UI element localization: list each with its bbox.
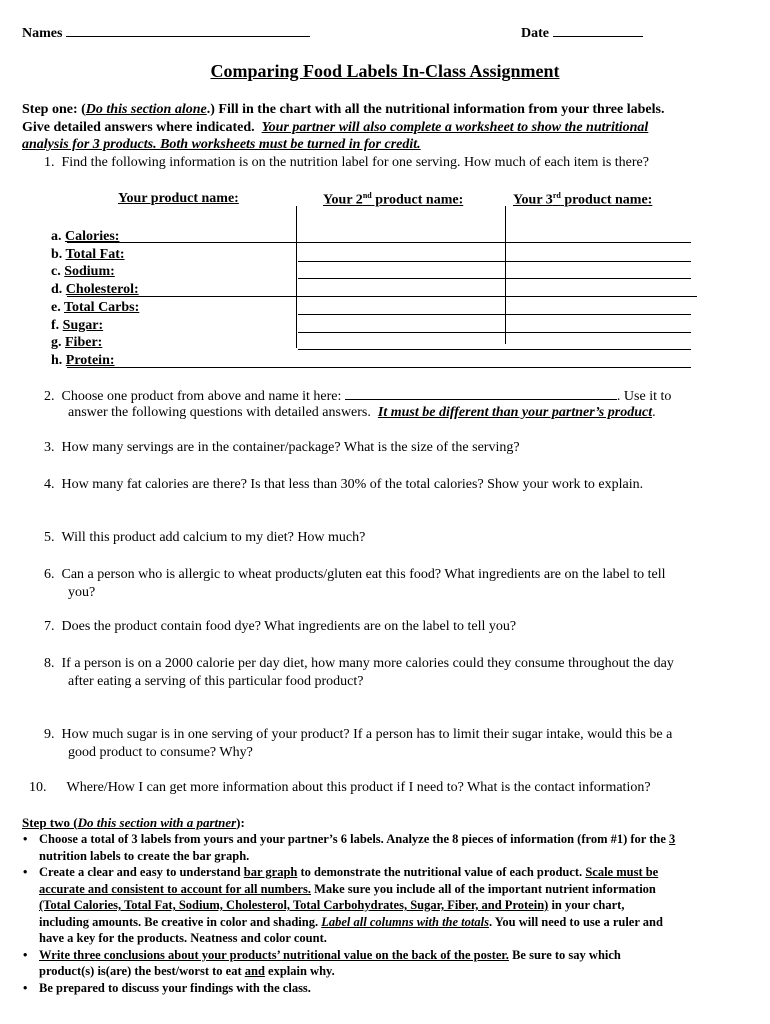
question-6: 6. Can a person who is allergic to wheat products/gluten eat this food? What ingredients are on the label to tell you? bbox=[44, 567, 666, 600]
table-row-line bbox=[67, 296, 697, 297]
question-4: 4. How many fat calories are there? Is that less than 30% of the total calories? Show your work to explain. bbox=[44, 477, 644, 492]
table-row-line bbox=[67, 242, 691, 243]
step-two-bullets bbox=[39, 831, 675, 996]
question-2-line2: answer the following questions with detailed answers. It must be different than your partner’s product. bbox=[68, 405, 656, 420]
date-field bbox=[521, 24, 643, 42]
question-1: 1. Find the following information is on the nutrition label for one serving. How much of each item is there? bbox=[44, 155, 649, 170]
table-row-line bbox=[298, 349, 691, 350]
nutrient-list bbox=[51, 228, 139, 370]
list-item: • Be prepared to discuss your findings with the class. bbox=[39, 980, 675, 997]
step-one-alone: Do this section alone bbox=[85, 102, 207, 117]
table-row: d. Cholesterol: bbox=[51, 282, 139, 298]
question-2: 2. Choose one product from above and name it here: . Use it to bbox=[44, 389, 672, 404]
table-row: e. Total Carbs: bbox=[51, 299, 140, 315]
table-row: h. Protein: bbox=[51, 352, 115, 368]
question-5: 5. Will this product add calcium to my diet? How much? bbox=[44, 530, 366, 545]
table-row: a. Calories: bbox=[51, 229, 120, 244]
names-field bbox=[22, 24, 310, 42]
list-item: • Create a clear and easy to understand bar graph to demonstrate the nutritional value of each product. Scale must be accurate and consistent to account for all numbers. Make sure you include all of the important nutrient information (Total Calories, Total Fat, Sodium, Cholesterol, Total Carbohydrates, Sugar, Fiber, and Protein) in your chart, including amounts. Be creative in color and shading. Label all columns with the totals. You will need to use a ruler and have a key for the products. Neatness and color count. bbox=[39, 864, 675, 947]
table-row: b. Total Fat: bbox=[51, 246, 125, 262]
table-row: g. Fiber: bbox=[51, 335, 103, 351]
page-title: Comparing Food Labels In-Class Assignment bbox=[210, 61, 560, 81]
list-item: • Choose a total of 3 labels from yours and your partner’s 6 labels. Analyze the 8 pieces of information (from #1) for the 3 nutrition labels to create the bar graph. bbox=[39, 831, 675, 864]
step-one-line2: Give detailed answers where indicated. Your partner will also complete a worksheet to show the nutritional bbox=[22, 120, 649, 135]
question-8: 8. If a person is on a 2000 calorie per day diet, how many more calories could they consume throughout the day after eating a serving of this particular food product? bbox=[44, 656, 674, 689]
table-header-product-2: Your 2nd product name: bbox=[323, 191, 464, 208]
table-divider-2 bbox=[505, 206, 506, 344]
table-row-line bbox=[298, 332, 691, 333]
date-input-line[interactable] bbox=[553, 24, 643, 37]
step-one-line3: analysis for 3 products. Both worksheets must be turned in for credit. bbox=[22, 137, 421, 152]
table-row-line bbox=[298, 278, 691, 279]
table-row: f. Sugar: bbox=[51, 317, 104, 333]
table-row-line bbox=[298, 314, 691, 315]
question-7: 7. Does the product contain food dye? What ingredients are on the label to tell you? bbox=[44, 619, 517, 634]
names-label: Names bbox=[22, 26, 63, 41]
table-row-line bbox=[298, 261, 691, 262]
step-one-line1: Step one: (Do this section alone.) Fill in the chart with all the nutritional information from your three labels. bbox=[22, 102, 665, 117]
question-9: 9. How much sugar is in one serving of your product? If a person has to limit their sugar intake, would this be a good product to consume? Why? bbox=[44, 727, 673, 760]
names-input-line[interactable] bbox=[66, 24, 310, 37]
table-row-line bbox=[67, 367, 691, 368]
table-divider-1 bbox=[296, 206, 297, 348]
question-10: 10. Where/How I can get more information about this product if I need to? What is the contact information? bbox=[29, 780, 651, 795]
table-row: c. Sodium: bbox=[51, 264, 115, 280]
list-item: • Write three conclusions about your products’ nutritional value on the back of the poster. Be sure to say which product(s) is(are) the best/worst to eat and explain why. bbox=[39, 947, 675, 980]
product-name-input-line[interactable] bbox=[345, 387, 617, 400]
question-3: 3. How many servings are in the container/package? What is the size of the serving? bbox=[44, 440, 520, 455]
date-label: Date bbox=[521, 26, 549, 41]
step-two-heading: Step two (Do this section with a partner): bbox=[22, 815, 245, 830]
table-header-product-1: Your product name: bbox=[118, 191, 239, 206]
table-header-product-3: Your 3rd product name: bbox=[513, 191, 653, 208]
